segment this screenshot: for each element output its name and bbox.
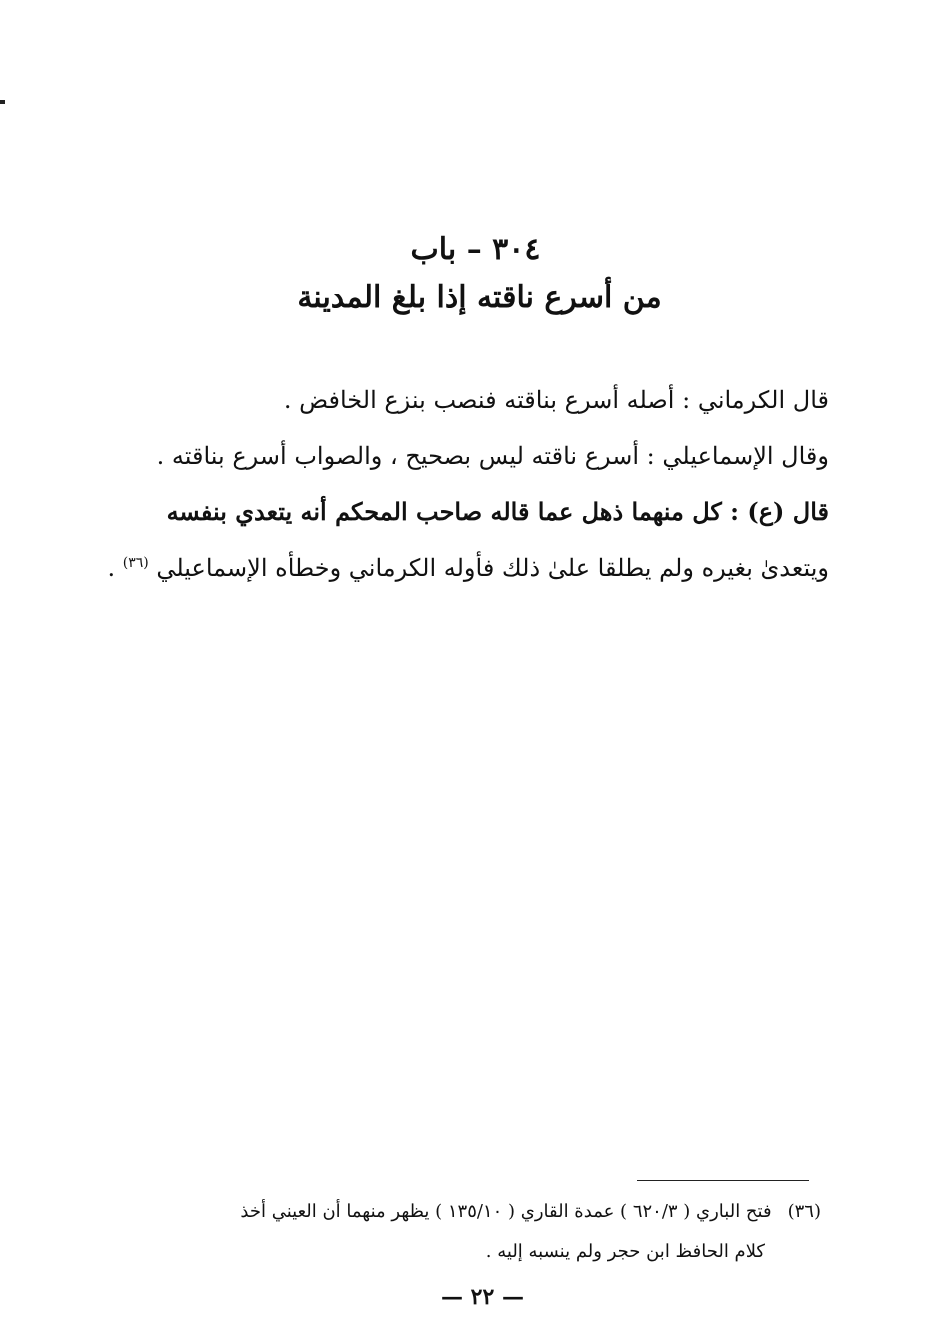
page-number: — ٢٢ — [441, 1284, 524, 1310]
chapter-number: ٣٠٤ – باب [410, 232, 541, 267]
body-line-1: قال الكرماني : أصله أسرع بناقته فنصب بنزع الخافض . [283, 386, 829, 414]
body-line-3: قال (ع) : كل منهما ذهل عما قاله صاحب المحكم أنه يتعدي بنفسه [166, 497, 829, 526]
scan-edge-mark [0, 100, 5, 104]
footnote-line-1 [105, 1192, 821, 1232]
body-line-4-end: . [107, 554, 123, 582]
footnote [105, 1192, 821, 1272]
footnote-reference: (٣٦) [122, 555, 149, 571]
body-text [107, 372, 829, 596]
body-line-4-text: ويتعدىٰ بغيره ولم يطلقا علىٰ ذلك فأوله الكرماني وخطأه الإسماعيلي [156, 554, 829, 582]
footnote-separator [637, 1180, 809, 1181]
chapter-title: من أسرع ناقته إذا بلغ المدينة [297, 280, 662, 315]
body-line-2: وقال الإسماعيلي : أسرع ناقته ليس بصحيح ، والصواب أسرع بناقته . [156, 442, 829, 470]
body-line-4 [107, 540, 829, 596]
footnote-marker: (٣٦) [787, 1201, 821, 1222]
footnote-line-1-text: فتح الباري ( ٦٢٠/٣ ) عمدة القاري ( ١٣٥/١٠ ) يظهر منهما أن العيني أخذ [240, 1201, 772, 1222]
footnote-line-2: كلام الحافظ ابن حجر ولم ينسبه إليه . [485, 1241, 765, 1262]
